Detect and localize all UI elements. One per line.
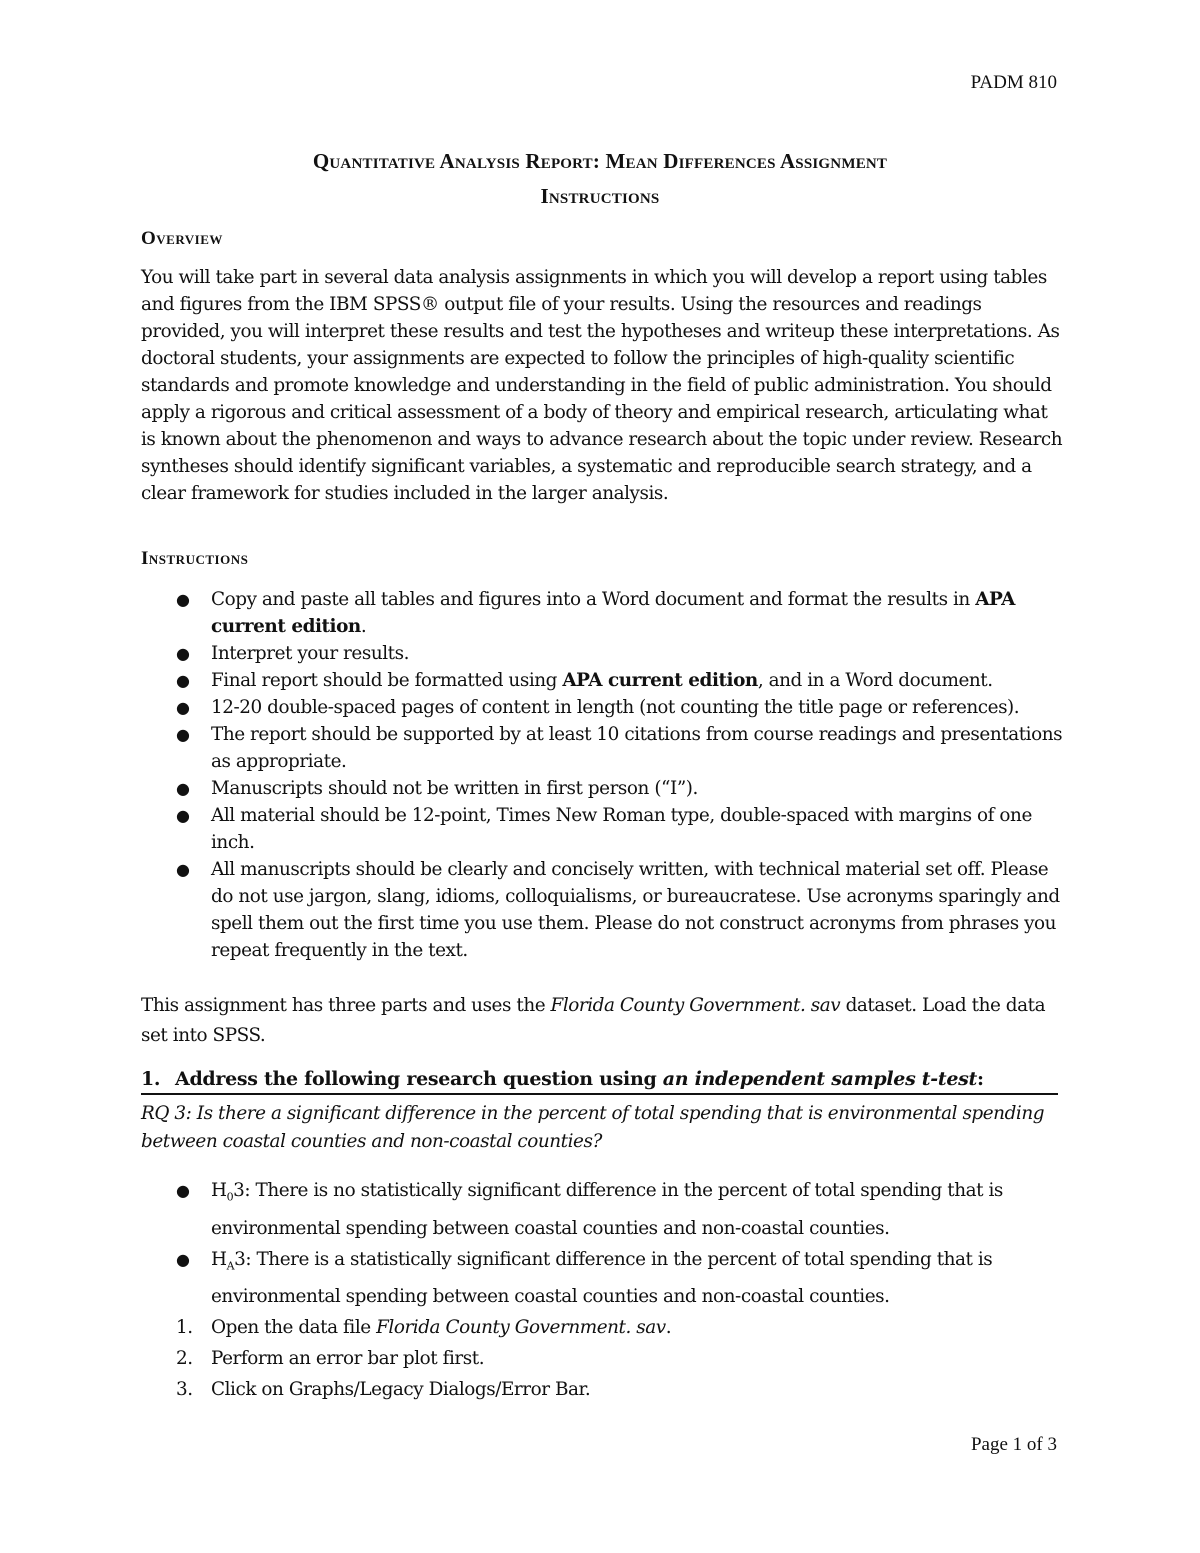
list-item: ● All manuscripts should be clearly and concisely written, with technical material set off. Please do not use jargon, slang, idioms, colloquialisms, or bureaucratese. Use acronyms sparingly and spell them out the first time you use them. Please do not construct acronyms from phrases you repeat frequently in the text. bbox=[141, 856, 1066, 964]
bullet-icon: ● bbox=[176, 806, 190, 825]
list-item: ● 12-20 double-spaced pages of content in length (not counting the title page or references). bbox=[141, 694, 1066, 721]
list-item: ● The report should be supported by at least 10 citations from course readings and presentations as appropriate. bbox=[141, 721, 1066, 775]
list-item: ● Copy and paste all tables and figures into a Word document and format the results in APA current edition. bbox=[141, 586, 1066, 640]
assignment-paragraph: This assignment has three parts and uses the Florida County Government. sav dataset. Load the data set into SPSS. bbox=[141, 995, 1046, 1046]
overview-heading: Overview bbox=[141, 228, 223, 249]
overview-paragraph: You will take part in several data analysis assignments in which you will develop a report using tables and figures from the IBM SPSS® output file of your results. Using the resources and readings provided, you will interpret these results and test the hypotheses and writeup these interpretations. As doctoral students, your assignments are expected to follow the principles of high-quality scientific standards and promote knowledge and understanding in the field of public administration. You should apply a rigorous and critical assessment of a body of theory and empirical research, articulating what is known about the phenomenon and ways to advance research about the topic under review. Research syntheses should identify significant variables, a systematic and reproducible search strategy, and a clear framework for studies included in the larger analysis. bbox=[141, 267, 1063, 504]
bullet-icon: ● bbox=[176, 644, 190, 663]
instructions-heading: Instructions bbox=[141, 548, 249, 569]
list-item: ● Manuscripts should not be written in first person (“I”). bbox=[141, 775, 1066, 802]
list-item: ● All material should be 12-point, Times New Roman type, double-spaced with margins of one inch. bbox=[141, 802, 1066, 856]
step-item: 2. Perform an error bar plot first. bbox=[176, 1348, 485, 1370]
hypotheses-list bbox=[141, 1175, 1066, 1405]
section-1-heading: 1. Address the following research question using an independent samples t-test: bbox=[141, 1065, 1058, 1095]
bullet-icon: ● bbox=[176, 725, 190, 744]
bullet-icon: ● bbox=[176, 1249, 190, 1269]
research-question: RQ 3: Is there a significant difference in the percent of total spending that is environmental spending between coastal counties and non-coastal counties? bbox=[141, 1103, 1045, 1152]
list-item: ● Interpret your results. bbox=[141, 640, 1066, 667]
hypothesis-null: ● $H_03$: There is no statistically significant difference in the percent of total spending that is environmental spending between coastal counties and non-coastal counties. bbox=[141, 1175, 1066, 1244]
bullet-icon: ● bbox=[176, 590, 190, 609]
dataset-name: Florida County Government. sav bbox=[550, 995, 841, 1016]
instructions-list bbox=[141, 586, 1066, 964]
title-line-1: Quantitative Analysis Report: Mean Differences Assignment bbox=[312, 149, 888, 173]
page-number: Page 1 of 3 bbox=[970, 1434, 1057, 1455]
bullet-icon: ● bbox=[176, 860, 190, 879]
page-title bbox=[140, 144, 1060, 214]
bullet-icon: ● bbox=[176, 1181, 190, 1200]
list-item: ● Final report should be formatted using APA current edition, and in a Word document. bbox=[141, 667, 1066, 694]
step-item: 1. Open the data file Florida County Government. sav. bbox=[176, 1317, 672, 1339]
bullet-icon: ● bbox=[176, 779, 190, 798]
bullet-icon: ● bbox=[176, 698, 190, 717]
hypothesis-alternative: ● $H_A3$: There is a statistically significant difference in the percent of total spending that is environmental spending between coastal counties and non-coastal counties. bbox=[141, 1244, 1066, 1313]
course-header: PADM 810 bbox=[970, 72, 1057, 93]
bullet-icon: ● bbox=[176, 671, 190, 690]
step-item: 3. Click on Graphs/Legacy Dialogs/Error Bar. bbox=[176, 1379, 591, 1401]
title-line-2: Instructions bbox=[540, 184, 660, 208]
